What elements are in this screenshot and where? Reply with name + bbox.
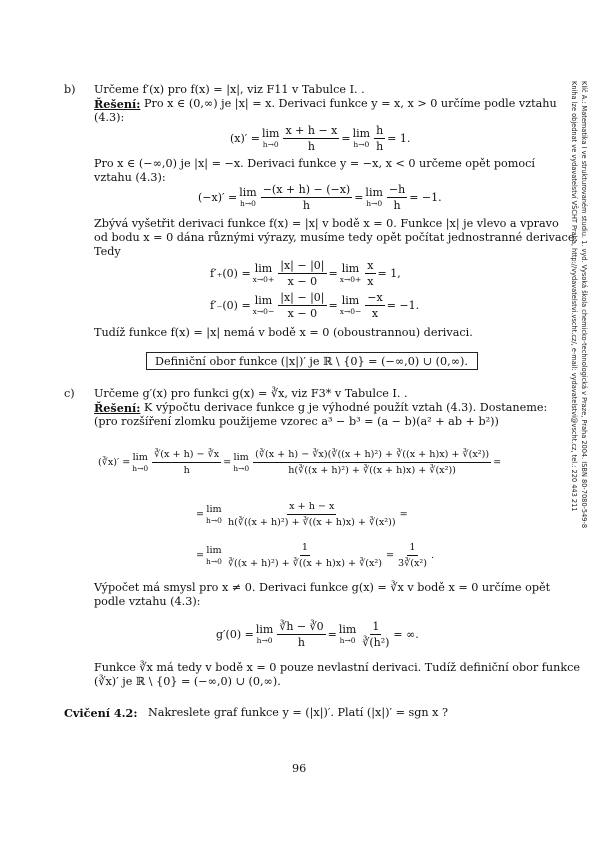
part-b-text-3: Pro x ∈ (−∞,0) je |x| = −x. Derivaci funkce y = −x, x < 0 určeme opět pomocí	[94, 157, 535, 170]
part-b-text-4: vztahu (4.3):	[94, 171, 166, 184]
equation-b1: (x)′ = lim h→0 $\frac{x + h - x}{h}$ = lim h→0 $\frac{h}{h}$ = 1.	[230, 124, 411, 153]
part-b-label: b)	[64, 83, 76, 96]
domain-box: Definiční obor funkce (|x|)′ je ℝ \ {0} = (−∞,0) ∪ (0,∞).	[146, 352, 478, 370]
part-b-conclusion: Tudíž funkce f(x) = |x| nemá v bodě x = 0 (oboustrannou) derivaci.	[94, 326, 473, 339]
page-number: 96	[292, 762, 307, 775]
part-c-label: c)	[64, 387, 75, 400]
equation-b3: f′₊(0) = lim x→0+ $\frac{|x| - |0|}{x - 0}$ = lim x→0+ $\frac{x}{x}$ = 1,	[210, 259, 401, 288]
exercise-label: Cvičení 4.2:	[64, 706, 138, 720]
part-b-text-7: Tedy	[94, 245, 121, 258]
side-citation-line-2: Kniha lze objednat ve vydavatelství VŠCHT Praha, http://vydavatelstvi.vscht.cz/, e-mail: vydavatelstvi@vscht.cz, tel.: 220 443 211	[570, 81, 578, 512]
side-citation-line-1: Klíč A.: Matematika I ve strukturovaném studiu. 1. vyd. Vysoká škola chemicko-technologická v Praze, Praha 2004. ISBN 80-7080-549-8	[580, 81, 588, 529]
part-b-text-2: (4.3):	[94, 111, 125, 124]
equation-c3: = lim h→0 $\frac{1}{\text{∛((x + h)²) + ∛((x + h)x) + ∛(x²)}}$ = $\frac{1}{\text{3∛(x²)}}$ .	[196, 542, 435, 569]
part-b-statement: Určeme f′(x) pro f(x) = |x|, viz F11 v Tabulce I. .	[94, 83, 365, 96]
part-c-text-2: (pro rozšíření zlomku použijeme vzorec a³ − b³ = (a − b)(a² + ab + b²))	[94, 415, 499, 428]
part-b-text-5: Zbývá vyšetřit derivaci funkce f(x) = |x| v bodě x = 0. Funkce |x| je vlevo a vpravo	[94, 217, 559, 230]
equation-c2: = lim h→0 $\frac{x + h - x}{\text{h(∛((x + h)²) + ∛((x + h)x) + ∛(x²))}}$ =	[196, 501, 408, 528]
part-c-text-5: Funkce ∛x má tedy v bodě x = 0 pouze nevlastní derivaci. Tudíž definiční obor funkce	[94, 661, 581, 674]
part-c-text-6: (∛x)′ je ℝ \ {0} = (−∞,0) ∪ (0,∞).	[94, 675, 281, 688]
part-b-solution-label: Řešení:	[94, 97, 141, 111]
part-b-text-1: Pro x ∈ (0,∞) je |x| = x. Derivaci funkce y = x, x > 0 určíme podle vztahu	[144, 97, 557, 110]
side-citation	[548, 81, 588, 601]
part-c-text-3: Výpočet má smysl pro x ≠ 0. Derivaci funkce g(x) = ∛x v bodě x = 0 určíme opět	[94, 581, 551, 594]
equation-b4: f′₋(0) = lim x→0− $\frac{|x| - |0|}{x - 0}$ = lim x→0− $\frac{-x}{x}$ = −1.	[210, 291, 420, 320]
equation-c1: (∛x)′ = lim h→0 $\frac{∛(x + h) - ∛x}{h}$ = lim h→0 $\frac{\text{(∛(x + h) − ∛x)(∛((x + h)²) + ∛((x + h)x) + ∛(x²))}}{\text{h(∛((x + h)²) + ∛((x + h)x) + ∛(x²))}}$ =	[98, 449, 502, 476]
part-b-text-6: od bodu x = 0 dána různými výrazy, musíme tedy opět počítat jednostranné derivace.	[94, 231, 578, 244]
part-c-text-1: K výpočtu derivace funkce g je výhodné použít vztah (4.3). Dostaneme:	[144, 401, 548, 414]
part-c-solution-label: Řešení:	[94, 401, 141, 415]
exercise-text: Nakreslete graf funkce y = (|x|)′. Platí (|x|)′ = sgn x ?	[148, 706, 449, 719]
equation-c4: g′(0) = lim h→0 $\frac{∛h - ∛0}{h}$ = lim h→0 $\frac{1}{\text{∛(h²)}}$ = ∞.	[216, 620, 419, 649]
part-c-text-4: podle vztahu (4.3):	[94, 595, 201, 608]
equation-b2: (−x)′ = lim h→0 $\frac{-(x + h) - (-x)}{h}$ = lim h→0 $\frac{-h}{h}$ = −1.	[198, 183, 442, 212]
part-c-statement: Určeme g′(x) pro funkci g(x) = ∛x, viz F3* v Tabulce I. .	[94, 387, 408, 400]
